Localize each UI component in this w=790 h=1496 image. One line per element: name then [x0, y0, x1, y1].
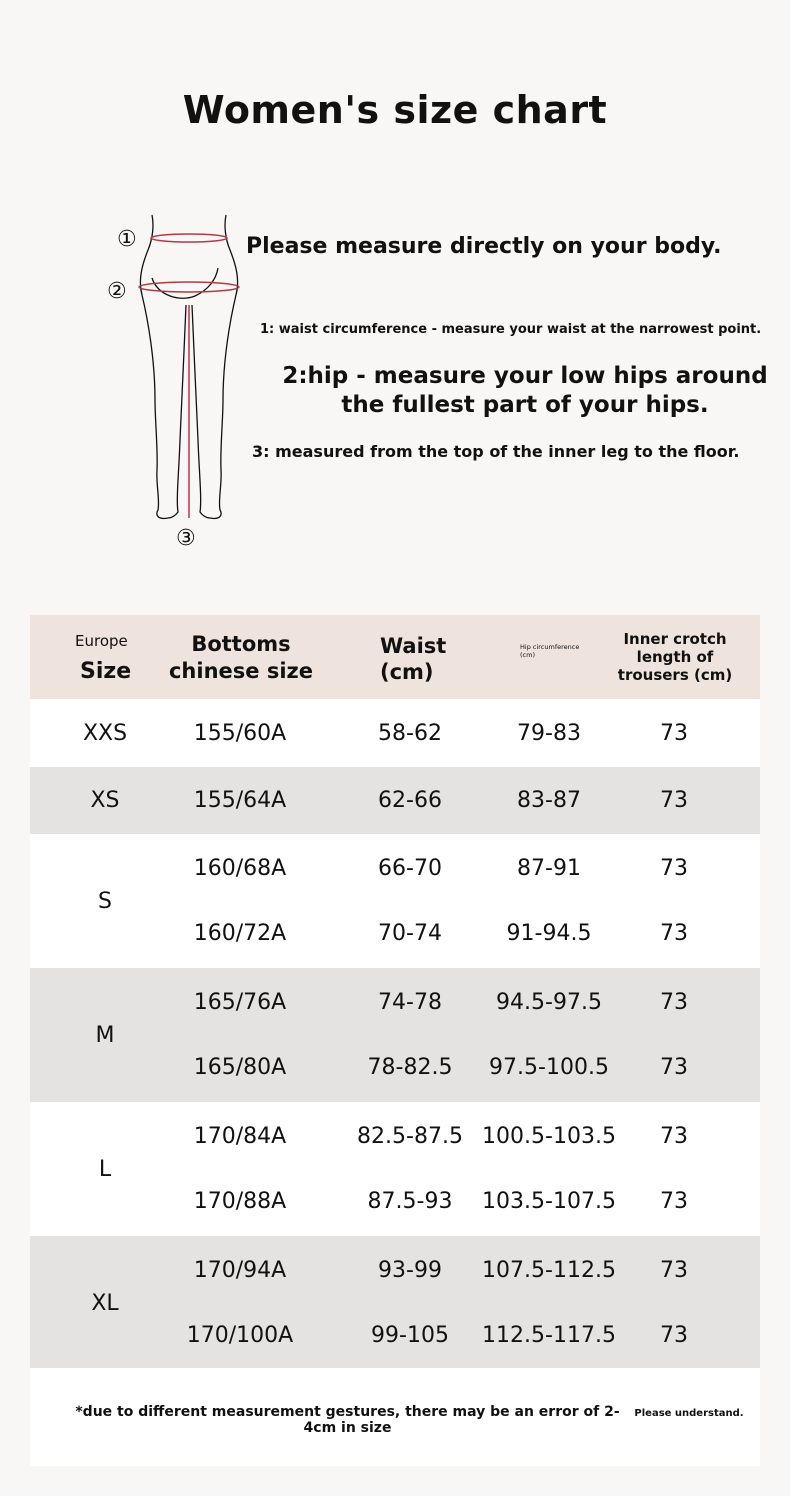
cell-inner-crotch: 73 — [660, 788, 688, 813]
cell-hip: 107.5-112.5 — [482, 1258, 616, 1283]
size-label: XL — [91, 1290, 119, 1316]
cell-chinese-size: 165/80A — [193, 1055, 287, 1080]
size-label: XS — [90, 788, 120, 813]
cell-hip: 83-87 — [517, 788, 581, 813]
page-title: Women's size chart — [182, 88, 608, 132]
footer-please: Please understand. — [634, 1408, 744, 1419]
cell-waist: 78-82.5 — [367, 1055, 453, 1080]
table-header — [30, 615, 760, 699]
marker-3: ③ — [176, 526, 196, 551]
cell-inner-crotch: 73 — [660, 921, 688, 946]
cell-hip: 112.5-117.5 — [482, 1323, 616, 1348]
cell-chinese-size: 160/68A — [193, 856, 287, 881]
cell-waist: 87.5-93 — [367, 1189, 453, 1214]
cell-inner-crotch: 73 — [660, 1258, 688, 1283]
header-hip: Hip circumference (cm) — [520, 643, 580, 659]
size-label: M — [95, 1022, 115, 1048]
cell-hip: 91-94.5 — [506, 921, 592, 946]
cell-chinese-size: 170/88A — [193, 1189, 287, 1214]
cell-inner-crotch: 73 — [660, 990, 688, 1015]
cell-inner-crotch: 73 — [660, 1189, 688, 1214]
cell-hip: 87-91 — [517, 856, 581, 881]
table-row — [30, 701, 760, 766]
cell-hip: 94.5-97.5 — [496, 990, 602, 1015]
footer-note-box — [30, 1368, 760, 1466]
body-measurement-figure — [100, 210, 250, 555]
header-size: Size — [80, 659, 132, 684]
instruction-inseam: 3: measured from the top of the inner leg to the floor. — [252, 442, 740, 461]
table-row — [30, 901, 760, 966]
table-row — [30, 836, 760, 901]
table-row — [30, 1104, 760, 1169]
cell-inner-crotch: 73 — [660, 1055, 688, 1080]
cell-chinese-size: 155/60A — [193, 721, 287, 746]
cell-chinese-size: 170/84A — [193, 1124, 287, 1149]
cell-waist: 74-78 — [378, 990, 442, 1015]
header-waist: Waist (cm) — [380, 634, 447, 684]
size-group-m — [30, 968, 760, 1102]
cell-hip: 103.5-107.5 — [482, 1189, 616, 1214]
size-group-xxs — [30, 699, 760, 767]
header-crotch: Inner crotch length of trousers (cm) — [617, 630, 733, 684]
size-group-s — [30, 834, 760, 968]
cell-waist: 82.5-87.5 — [357, 1124, 463, 1149]
marker-2: ② — [107, 279, 127, 304]
table-row — [30, 1303, 760, 1368]
instruction-waist: 1: waist circumference - measure your waist at the narrowest point. — [260, 322, 762, 337]
size-table — [30, 615, 760, 1370]
instruction-hip: 2:hip - measure your low hips around the fullest part of your hips. — [282, 363, 768, 418]
cell-chinese-size: 155/64A — [193, 788, 287, 813]
header-europe: Europe — [75, 632, 128, 650]
cell-chinese-size: 170/94A — [193, 1258, 287, 1283]
cell-chinese-size: 165/76A — [193, 990, 287, 1015]
cell-waist: 62-66 — [378, 788, 442, 813]
cell-waist: 58-62 — [378, 721, 442, 746]
header-bottoms: Bottoms chinese size — [168, 632, 313, 683]
cell-inner-crotch: 73 — [660, 1323, 688, 1348]
table-row — [30, 1035, 760, 1100]
footer-disclaimer: *due to different measurement gestures, there may be an error of 2-4cm in size — [75, 1404, 620, 1436]
table-row — [30, 1169, 760, 1234]
cell-hip: 79-83 — [517, 721, 581, 746]
table-row — [30, 1238, 760, 1303]
cell-waist: 93-99 — [378, 1258, 442, 1283]
size-group-xl — [30, 1236, 760, 1370]
cell-inner-crotch: 73 — [660, 1124, 688, 1149]
size-label: XXS — [82, 720, 128, 746]
table-row — [30, 970, 760, 1035]
table-row — [30, 768, 760, 833]
marker-1: ① — [117, 227, 137, 252]
cell-inner-crotch: 73 — [660, 721, 688, 746]
cell-chinese-size: 170/100A — [186, 1323, 294, 1348]
instruction-main: Please measure directly on your body. — [246, 234, 722, 259]
size-group-l — [30, 1102, 760, 1236]
cell-waist: 70-74 — [378, 921, 442, 946]
size-label: S — [98, 888, 112, 914]
cell-waist: 99-105 — [371, 1323, 449, 1348]
size-group-xs — [30, 767, 760, 834]
cell-waist: 66-70 — [378, 856, 442, 881]
cell-hip: 97.5-100.5 — [489, 1055, 609, 1080]
size-label: L — [98, 1156, 112, 1182]
cell-chinese-size: 160/72A — [193, 921, 287, 946]
cell-inner-crotch: 73 — [660, 856, 688, 881]
cell-hip: 100.5-103.5 — [482, 1124, 616, 1149]
